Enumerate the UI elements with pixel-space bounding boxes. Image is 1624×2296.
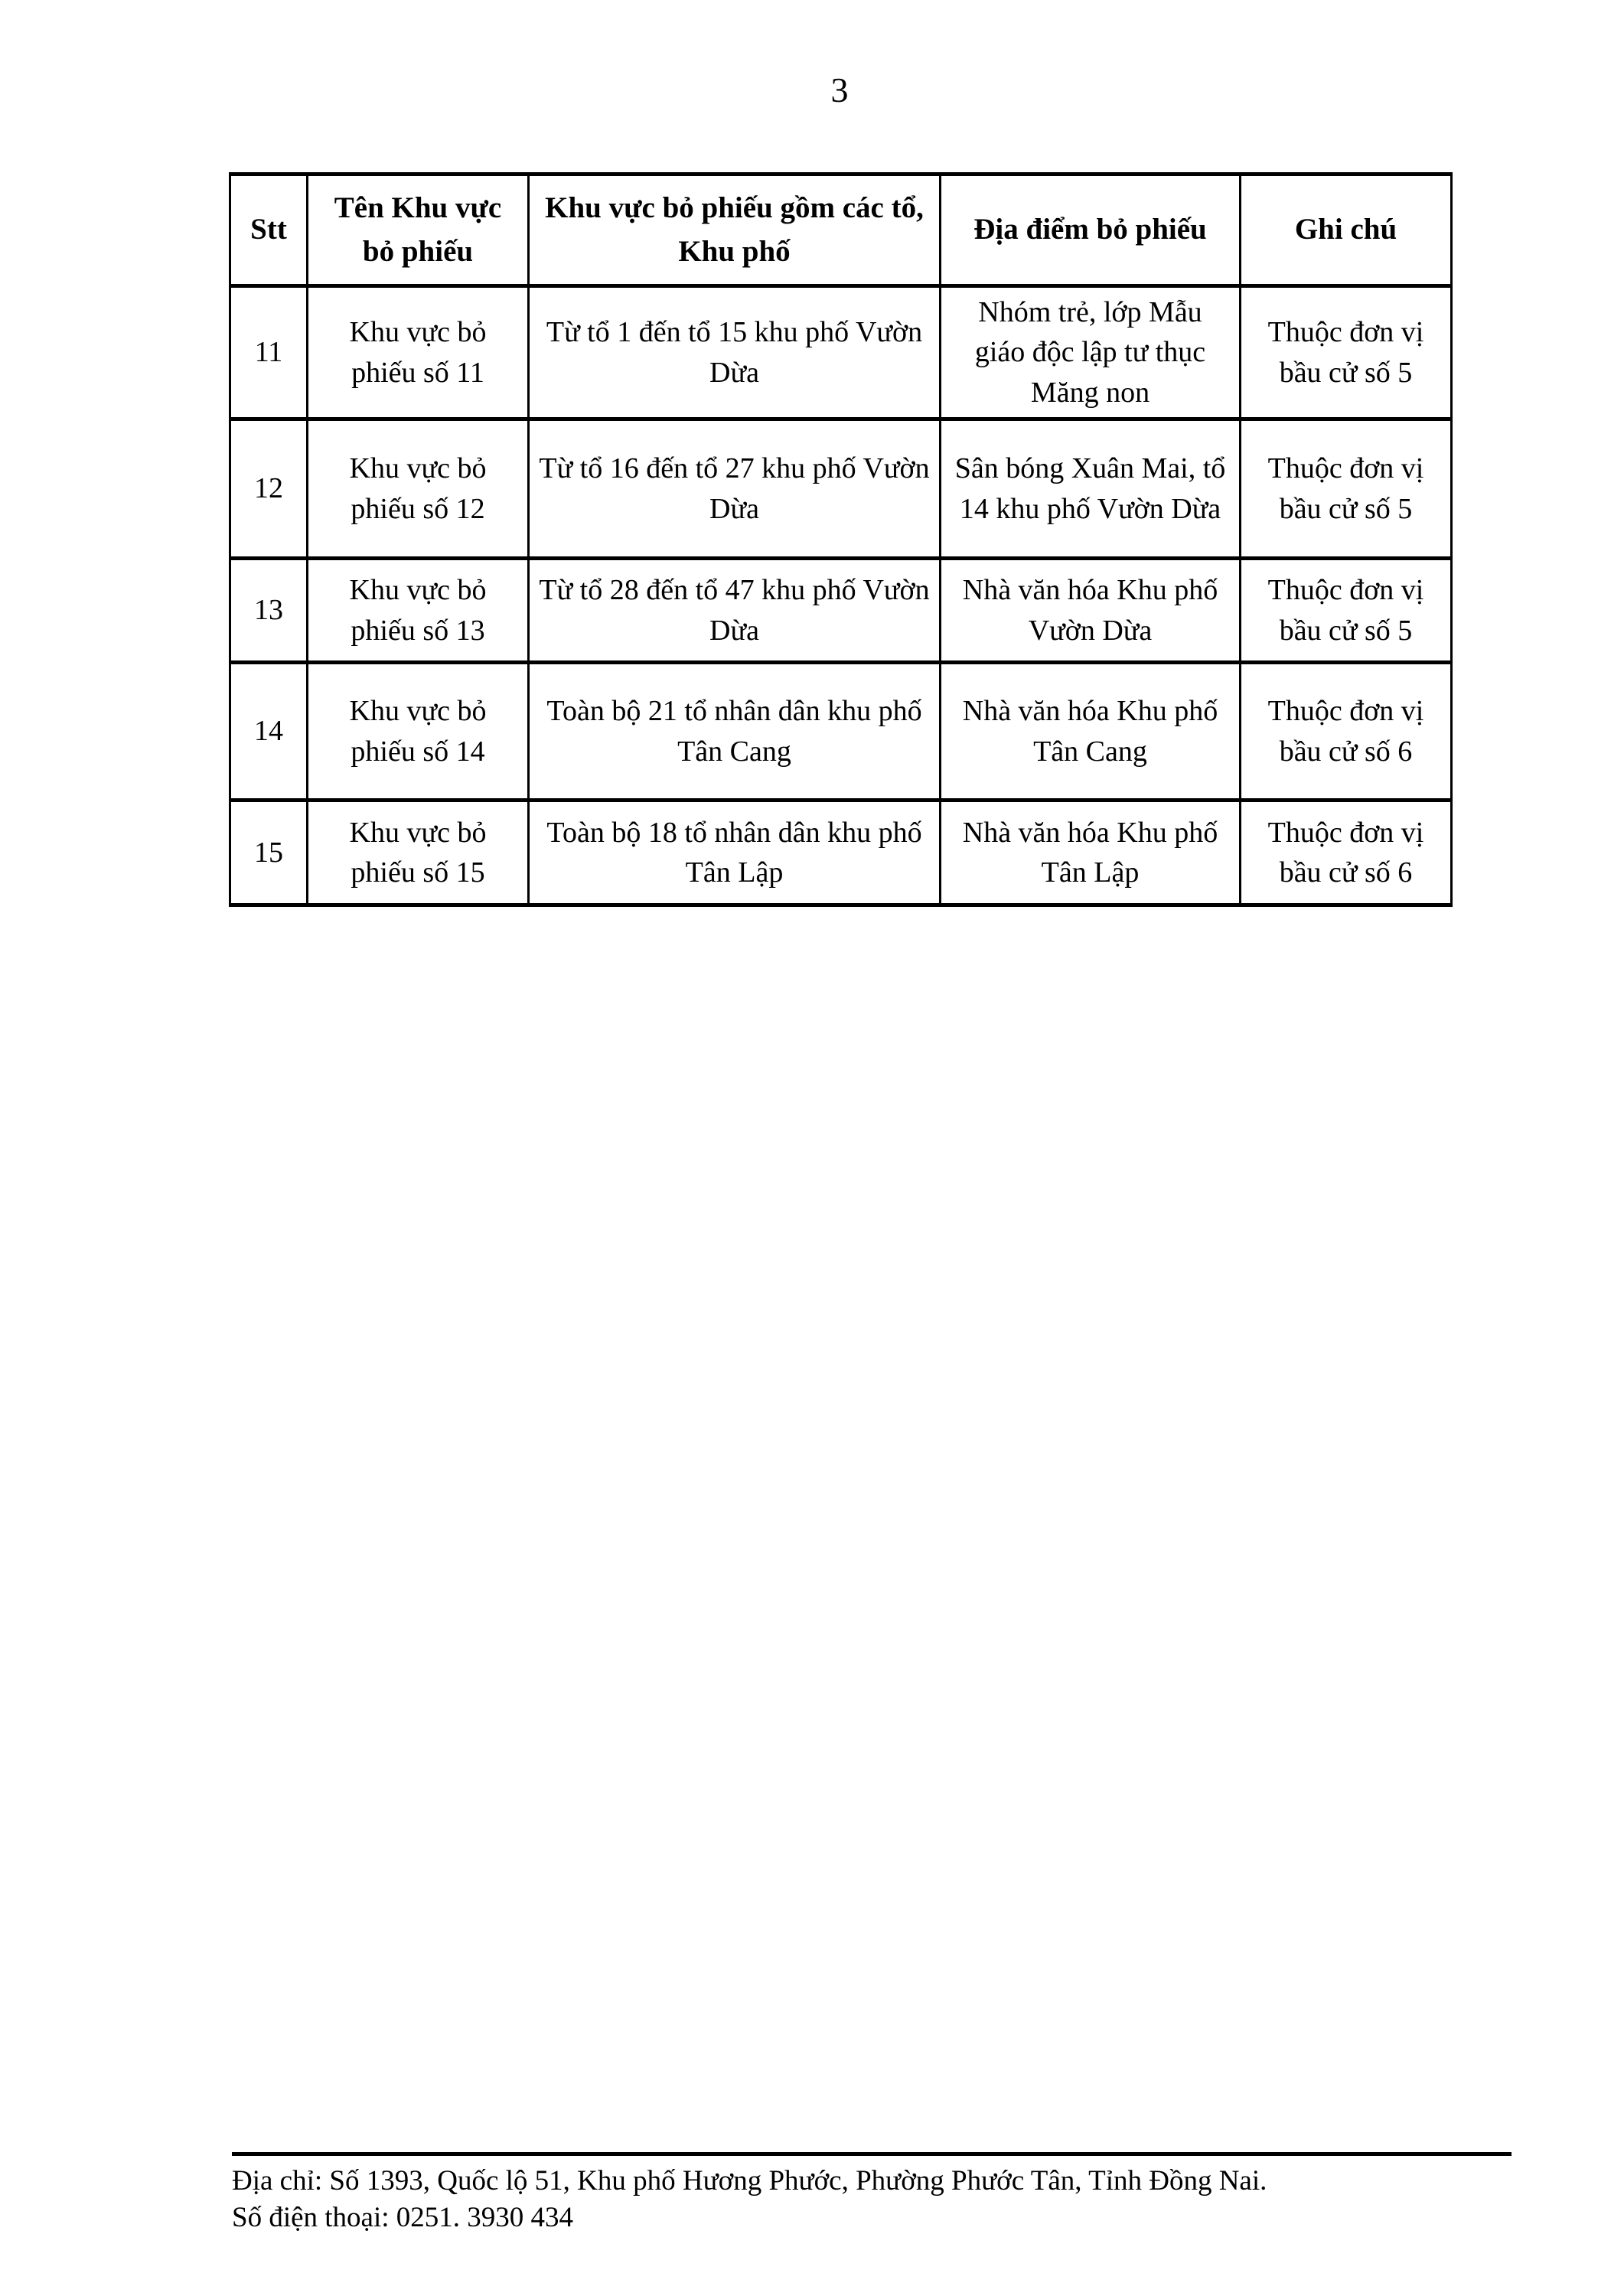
cell-note: Thuộc đơn vị bầu cử số 5 (1241, 559, 1452, 663)
table-row (230, 663, 1452, 801)
cell-area-name: Khu vực bỏ phiếu số 14 (308, 663, 529, 801)
header-cell-groups: Khu vực bỏ phiếu gồm các tổ, Khu phố (529, 174, 941, 286)
cell-area-name: Khu vực bỏ phiếu số 15 (308, 801, 529, 905)
table-row (230, 419, 1452, 559)
header-row (230, 174, 1452, 286)
table-header (230, 174, 1452, 286)
cell-groups: Từ tổ 28 đến tổ 47 khu phố Vườn Dừa (529, 559, 941, 663)
cell-location: Nhóm trẻ, lớp Mẫu giáo độc lập tư thục Măng non (941, 286, 1241, 419)
cell-area-name: Khu vực bỏ phiếu số 12 (308, 419, 529, 559)
cell-groups: Từ tổ 1 đến tổ 15 khu phố Vườn Dừa (529, 286, 941, 419)
header-cell-location: Địa điểm bỏ phiếu (941, 174, 1241, 286)
cell-stt: 14 (230, 663, 308, 801)
cell-stt: 12 (230, 419, 308, 559)
footer-divider-rule (232, 2152, 1511, 2156)
table-row (230, 559, 1452, 663)
cell-groups: Toàn bộ 21 tổ nhân dân khu phố Tân Cang (529, 663, 941, 801)
header-cell-stt: Stt (230, 174, 308, 286)
cell-note: Thuộc đơn vị bầu cử số 6 (1241, 663, 1452, 801)
voting-areas-table (229, 172, 1453, 907)
table-body (230, 286, 1452, 905)
cell-note: Thuộc đơn vị bầu cử số 6 (1241, 801, 1452, 905)
footer (232, 2163, 1533, 2236)
cell-location: Nhà văn hóa Khu phố Vườn Dừa (941, 559, 1241, 663)
cell-area-name: Khu vực bỏ phiếu số 11 (308, 286, 529, 419)
page-number: 3 (830, 70, 849, 109)
cell-groups: Toàn bộ 18 tổ nhân dân khu phố Tân Lập (529, 801, 941, 905)
header-cell-note: Ghi chú (1241, 174, 1452, 286)
header-cell-area-name: Tên Khu vực bỏ phiếu (308, 174, 529, 286)
cell-note: Thuộc đơn vị bầu cử số 5 (1241, 286, 1452, 419)
cell-stt: 13 (230, 559, 308, 663)
cell-location: Nhà văn hóa Khu phố Tân Cang (941, 663, 1241, 801)
footer-phone: Số điện thoại: 0251. 3930 434 (232, 2202, 574, 2233)
cell-area-name: Khu vực bỏ phiếu số 13 (308, 559, 529, 663)
cell-location: Nhà văn hóa Khu phố Tân Lập (941, 801, 1241, 905)
cell-stt: 11 (230, 286, 308, 419)
cell-location: Sân bóng Xuân Mai, tổ 14 khu phố Vườn Dừa (941, 419, 1241, 559)
cell-groups: Từ tổ 16 đến tổ 27 khu phố Vườn Dừa (529, 419, 941, 559)
footer-address: Địa chỉ: Số 1393, Quốc lộ 51, Khu phố Hương Phước, Phường Phước Tân, Tỉnh Đồng Nai. (232, 2165, 1267, 2197)
table-row (230, 801, 1452, 905)
cell-note: Thuộc đơn vị bầu cử số 5 (1241, 419, 1452, 559)
cell-stt: 15 (230, 801, 308, 905)
table-row (230, 286, 1452, 419)
